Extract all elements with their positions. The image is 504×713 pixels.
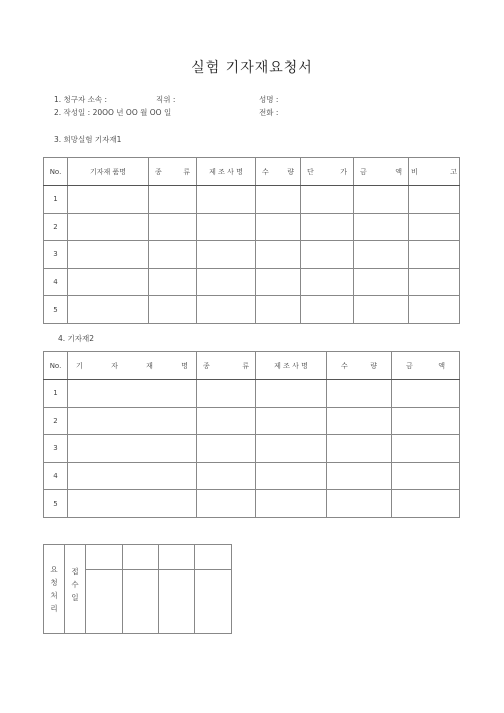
header-amount: 금 액	[392, 352, 460, 380]
cell[interactable]	[197, 186, 256, 214]
row-number: 5	[44, 296, 68, 324]
cell[interactable]	[327, 490, 392, 518]
header-no: No.	[44, 352, 68, 380]
approval-title-cell[interactable]	[86, 545, 123, 570]
cell[interactable]	[68, 241, 149, 269]
cell[interactable]	[256, 407, 327, 435]
cell[interactable]	[149, 213, 197, 241]
cell[interactable]	[354, 213, 409, 241]
cell[interactable]	[256, 296, 301, 324]
cell[interactable]	[197, 490, 256, 518]
cell[interactable]	[409, 296, 460, 324]
cell[interactable]	[256, 380, 327, 408]
table-row	[44, 380, 460, 408]
table-row	[44, 296, 460, 324]
row-number: 1	[44, 380, 68, 408]
cell[interactable]	[354, 268, 409, 296]
cell[interactable]	[68, 407, 197, 435]
approval-sign-cell[interactable]	[86, 570, 123, 634]
cell[interactable]	[197, 407, 256, 435]
table-row	[44, 241, 460, 269]
section-4-label: 4. 기자재2	[58, 334, 95, 343]
cell[interactable]	[354, 241, 409, 269]
approval-title-cell[interactable]	[123, 545, 159, 570]
cell[interactable]	[256, 268, 301, 296]
approval-box	[43, 544, 232, 634]
header-type: 종 류	[149, 158, 197, 186]
cell[interactable]	[301, 213, 354, 241]
cell[interactable]	[68, 462, 197, 490]
name-label: 성명 :	[259, 95, 279, 104]
cell[interactable]	[409, 241, 460, 269]
cell[interactable]	[327, 380, 392, 408]
equipment-table-2	[43, 351, 460, 518]
cell[interactable]	[149, 186, 197, 214]
table-row	[44, 462, 460, 490]
table-1-header-row	[44, 158, 460, 186]
row-number: 2	[44, 213, 68, 241]
header-quantity: 수 량	[327, 352, 392, 380]
approval-sign-cell[interactable]	[159, 570, 195, 634]
header-item-name: 기자재 품명	[68, 158, 149, 186]
table-row	[44, 407, 460, 435]
cell[interactable]	[68, 213, 149, 241]
cell[interactable]	[256, 213, 301, 241]
cell[interactable]	[409, 268, 460, 296]
approval-title-cell[interactable]	[195, 545, 232, 570]
cell[interactable]	[68, 268, 149, 296]
approval-header-row	[44, 545, 232, 570]
cell[interactable]	[149, 241, 197, 269]
cell[interactable]	[301, 186, 354, 214]
approval-title-cell[interactable]	[159, 545, 195, 570]
table-row	[44, 186, 460, 214]
cell[interactable]	[327, 462, 392, 490]
date-label: 2. 작성일 : 20ΟΟ 년 ΟΟ 월 ΟΟ 일	[54, 108, 172, 117]
cell[interactable]	[68, 296, 149, 324]
table-row	[44, 213, 460, 241]
table-row	[44, 435, 460, 463]
cell[interactable]	[301, 268, 354, 296]
header-amount: 금 액	[354, 158, 409, 186]
header-unit-price: 단 가	[301, 158, 354, 186]
cell[interactable]	[301, 296, 354, 324]
section-3-label: 3. 희망실험 기자재1	[54, 135, 122, 144]
cell[interactable]	[301, 241, 354, 269]
cell[interactable]	[197, 241, 256, 269]
row-number: 4	[44, 462, 68, 490]
header-remarks: 비 고	[409, 158, 460, 186]
cell[interactable]	[409, 186, 460, 214]
row-number: 5	[44, 490, 68, 518]
cell[interactable]	[68, 186, 149, 214]
page-title: 실험 기자재요청서	[191, 60, 313, 76]
request-processing-label: 요 청 처 리	[44, 545, 65, 634]
header-type: 종 류	[197, 352, 256, 380]
cell[interactable]	[256, 490, 327, 518]
cell[interactable]	[327, 407, 392, 435]
table-row	[44, 490, 460, 518]
approval-sign-cell[interactable]	[123, 570, 159, 634]
cell[interactable]	[197, 213, 256, 241]
table-2-header-row	[44, 352, 460, 380]
cell[interactable]	[392, 380, 460, 408]
cell[interactable]	[392, 490, 460, 518]
cell[interactable]	[256, 462, 327, 490]
position-label: 직위 :	[156, 95, 176, 104]
cell[interactable]	[354, 186, 409, 214]
cell[interactable]	[197, 462, 256, 490]
cell[interactable]	[256, 186, 301, 214]
requester-affiliation-label: 1. 청구자 소속 :	[54, 95, 108, 104]
cell[interactable]	[256, 435, 327, 463]
row-number: 3	[44, 435, 68, 463]
row-number: 2	[44, 407, 68, 435]
header-manufacturer: 제 조 사 명	[197, 158, 256, 186]
row-number: 4	[44, 268, 68, 296]
cell[interactable]	[327, 435, 392, 463]
cell[interactable]	[409, 213, 460, 241]
cell[interactable]	[256, 241, 301, 269]
cell[interactable]	[392, 435, 460, 463]
cell[interactable]	[68, 435, 197, 463]
header-item-name: 기 자 재 명	[68, 352, 197, 380]
cell[interactable]	[392, 462, 460, 490]
cell[interactable]	[197, 380, 256, 408]
row-number: 1	[44, 186, 68, 214]
receipt-date-label: 접 수 일	[65, 545, 86, 634]
cell[interactable]	[149, 296, 197, 324]
cell[interactable]	[392, 407, 460, 435]
cell[interactable]	[68, 490, 197, 518]
cell[interactable]	[197, 296, 256, 324]
cell[interactable]	[68, 380, 197, 408]
header-quantity: 수 량	[256, 158, 301, 186]
cell[interactable]	[149, 268, 197, 296]
row-number: 3	[44, 241, 68, 269]
table-row	[44, 268, 460, 296]
phone-label: 전화 :	[259, 108, 279, 117]
cell[interactable]	[354, 296, 409, 324]
cell[interactable]	[197, 435, 256, 463]
approval-sign-cell[interactable]	[195, 570, 232, 634]
header-no: No.	[44, 158, 68, 186]
cell[interactable]	[197, 268, 256, 296]
header-manufacturer: 제 조 사 명	[256, 352, 327, 380]
equipment-table-1	[43, 157, 460, 324]
